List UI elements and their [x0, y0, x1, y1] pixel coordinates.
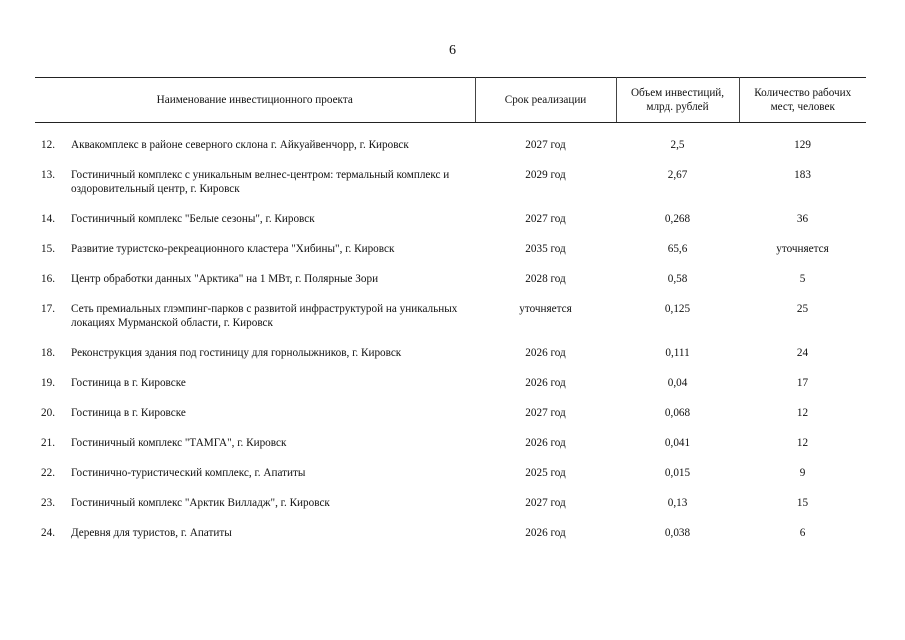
- cell-project-name: Сеть премиальных глэмпинг-парков с развитой инфраструктурой на уникальных локациях Мурманской области, г. Кировск: [71, 303, 458, 329]
- cell-jobs: 5: [799, 273, 806, 285]
- table-row: [35, 518, 866, 548]
- cell-investment: 0,068: [664, 407, 691, 419]
- cell-term: уточняется: [519, 303, 572, 315]
- cell-jobs: 12: [796, 407, 809, 419]
- table-row: [35, 264, 866, 294]
- cell-term: 2026 год: [525, 347, 566, 359]
- header-project-name: Наименование инвестиционного проекта: [35, 78, 475, 123]
- cell-jobs: 129: [794, 139, 811, 151]
- cell-jobs: 183: [794, 169, 811, 181]
- cell-project-name: Аквакомплекс в районе северного склона г. Айкуайвенчорр, г. Кировск: [71, 139, 409, 151]
- cell-jobs: 12: [796, 437, 809, 449]
- table-header-row: [35, 78, 866, 123]
- cell-investment: 0,13: [667, 497, 688, 509]
- cell-term: 2027 год: [525, 139, 566, 151]
- table-row: [35, 294, 866, 338]
- cell-term: 2027 год: [525, 213, 566, 225]
- cell-investment: 2,67: [667, 169, 688, 181]
- table-row: [35, 338, 866, 368]
- cell-term: 2026 год: [525, 377, 566, 389]
- cell-investment: 0,125: [664, 303, 691, 315]
- cell-jobs: 25: [796, 303, 809, 315]
- cell-term: 2025 год: [525, 467, 566, 479]
- cell-term: 2028 год: [525, 273, 566, 285]
- cell-investment: 0,58: [667, 273, 688, 285]
- cell-project-name: Гостиничный комплекс "Белые сезоны", г. Кировск: [71, 213, 315, 225]
- cell-row-number: 23.: [41, 497, 55, 509]
- investment-projects-table: [35, 77, 866, 548]
- cell-project-name: Гостинично-туристический комплекс, г. Апатиты: [71, 467, 306, 479]
- cell-jobs: 9: [799, 467, 806, 479]
- cell-investment: 0,268: [664, 213, 691, 225]
- cell-investment: 65,6: [667, 243, 688, 255]
- table-row: [35, 488, 866, 518]
- cell-row-number: 21.: [41, 437, 55, 449]
- cell-jobs: уточняется: [776, 243, 829, 255]
- cell-row-number: 13.: [41, 169, 55, 181]
- cell-row-number: 22.: [41, 467, 55, 479]
- cell-term: 2035 год: [525, 243, 566, 255]
- table-row: [35, 204, 866, 234]
- cell-row-number: 19.: [41, 377, 55, 389]
- cell-jobs: 17: [796, 377, 809, 389]
- table-row: [35, 123, 866, 161]
- cell-row-number: 16.: [41, 273, 55, 285]
- table-row: [35, 160, 866, 204]
- header-jobs: Количество рабочих мест, человек: [739, 78, 866, 123]
- cell-term: 2027 год: [525, 407, 566, 419]
- cell-investment: 0,111: [665, 347, 690, 359]
- cell-project-name: Гостиничный комплекс с уникальным велнес-центром: термальный комплекс и оздоровительный центр, г. Кировск: [71, 169, 450, 195]
- cell-investment: 2,5: [670, 139, 685, 151]
- cell-project-name: Гостиничный комплекс "ТАМГА", г. Кировск: [71, 437, 287, 449]
- cell-row-number: 17.: [41, 303, 55, 315]
- cell-row-number: 14.: [41, 213, 55, 225]
- cell-jobs: 15: [796, 497, 809, 509]
- page-number: 6: [449, 43, 456, 58]
- cell-investment: 0,04: [667, 377, 688, 389]
- header-term: Срок реализации: [475, 78, 616, 123]
- header-investment: Объем инвестиций, млрд. рублей: [616, 78, 739, 123]
- cell-jobs: 6: [799, 527, 806, 539]
- cell-row-number: 15.: [41, 243, 55, 255]
- cell-project-name: Развитие туристско-рекреационного кластера "Хибины", г. Кировск: [71, 243, 395, 255]
- table-row: [35, 398, 866, 428]
- cell-jobs: 36: [796, 213, 809, 225]
- cell-project-name: Гостиничный комплекс "Арктик Вилладж", г. Кировск: [71, 497, 330, 509]
- table-row: [35, 458, 866, 488]
- cell-project-name: Центр обработки данных "Арктика" на 1 МВт, г. Полярные Зори: [71, 273, 379, 285]
- cell-project-name: Гостиница в г. Кировске: [71, 377, 186, 389]
- cell-row-number: 12.: [41, 139, 55, 151]
- table-row: [35, 234, 866, 264]
- table-body: [35, 123, 866, 549]
- table-row: [35, 428, 866, 458]
- cell-term: 2026 год: [525, 527, 566, 539]
- cell-project-name: Реконструкция здания под гостиницу для горнолыжников, г. Кировск: [71, 347, 402, 359]
- cell-term: 2026 год: [525, 437, 566, 449]
- cell-row-number: 20.: [41, 407, 55, 419]
- cell-investment: 0,015: [664, 467, 691, 479]
- cell-row-number: 18.: [41, 347, 55, 359]
- cell-project-name: Деревня для туристов, г. Апатиты: [71, 527, 232, 539]
- cell-term: 2027 год: [525, 497, 566, 509]
- cell-jobs: 24: [796, 347, 809, 359]
- cell-investment: 0,038: [664, 527, 691, 539]
- table-row: [35, 368, 866, 398]
- cell-investment: 0,041: [664, 437, 691, 449]
- cell-row-number: 24.: [41, 527, 55, 539]
- cell-term: 2029 год: [525, 169, 566, 181]
- cell-project-name: Гостиница в г. Кировске: [71, 407, 186, 419]
